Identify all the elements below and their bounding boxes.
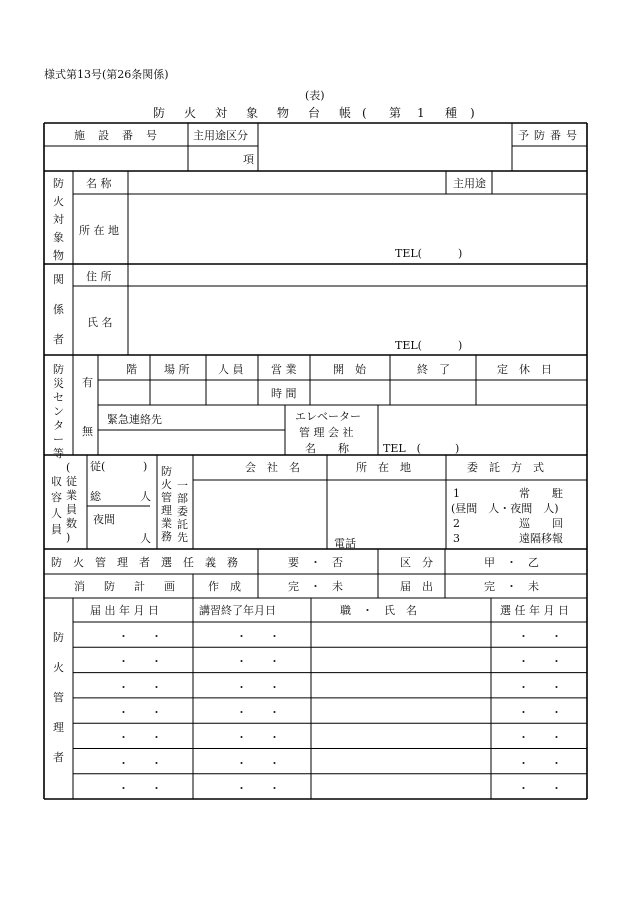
mgmt-side-label: 防 [161, 465, 172, 478]
duty-category-label: 区 分 [400, 556, 433, 569]
business-label: 営 業 [271, 363, 297, 376]
option-2-number: 2 [453, 517, 460, 530]
elevator-tel-label: TEL ( [383, 442, 421, 455]
title-char: 対 [215, 106, 228, 120]
date-dots: ・ ・ [518, 705, 562, 719]
date-dots: ・ ・ [118, 655, 162, 669]
option-1-number: 1 [453, 487, 460, 500]
mgmt-side-label: 火 [161, 478, 172, 491]
use-class-label: 主用途区分 [193, 129, 248, 142]
managers-side-label: 防 [53, 631, 64, 644]
date-dots: ・ ・ [118, 705, 162, 719]
center-staff-label: 人 員 [218, 363, 244, 376]
party-side-label: 係 [53, 303, 64, 316]
party-side-label: 関 [53, 273, 64, 286]
plan-create-label: 作 成 [208, 580, 241, 593]
mgmt-side-label: 託 [177, 518, 188, 531]
duty-required-choice: 要 ・ 否 [288, 556, 343, 569]
delegation-method-header: 委 託 方 式 [467, 461, 544, 474]
party-tel-close: ) [458, 339, 463, 352]
party-name-label: 氏 名 [87, 316, 113, 329]
location-header: 所 在 地 [356, 461, 411, 474]
facility-number-label: 施 [74, 129, 85, 142]
elevator-tel-close: ) [455, 442, 460, 455]
column-header: 選 任 年 月 日 [500, 604, 569, 617]
date-dots: ・ ・ [236, 705, 280, 719]
night-label: 夜間 [93, 513, 115, 526]
date-dots: ・ ・ [518, 630, 562, 643]
managers-side-label: 管 [53, 691, 64, 704]
option-3-label: 遠隔移報 [519, 532, 563, 545]
mgmt-side-label: 委 [177, 505, 188, 518]
date-dots: ・ ・ [236, 781, 280, 795]
plan-notify-status: 完 ・ 未 [484, 580, 539, 593]
managers-side-label: 火 [53, 661, 64, 674]
fire-plan-label: 消 [74, 580, 85, 593]
date-dots: ・ ・ [118, 756, 162, 770]
center-side-label: 災 [53, 377, 64, 390]
date-dots: ・ ・ [118, 630, 162, 643]
title-char: 種 [445, 106, 458, 120]
capacity-side-label: 容 [51, 491, 62, 504]
plan-notify-label: 届 出 [400, 580, 433, 593]
fire-plan-label: 防 [104, 580, 115, 593]
column-header: 届 出 年 月 日 [90, 604, 159, 617]
center-side-label: ン [53, 405, 64, 418]
date-dots: ・ ・ [118, 680, 162, 694]
item-label: 項 [243, 153, 254, 166]
option-1-detail: (昼間 人・夜間 人) [451, 502, 559, 515]
worker-label: 従( [90, 460, 106, 473]
elevator-company-label: エレベーター [295, 410, 361, 423]
date-dots: ・ ・ [518, 655, 562, 669]
prevention-number-label: 番 [550, 129, 561, 142]
form-number: 様式第13号(第26条関係) [44, 68, 169, 81]
date-dots: ・ ・ [236, 756, 280, 770]
center-side-label: セ [53, 391, 64, 404]
object-tel-label: TEL( [395, 247, 422, 260]
object-side-label: 物 [53, 249, 64, 262]
duty-label: 務 [227, 556, 238, 569]
fire-plan-label: 計 [134, 580, 145, 593]
title-char: 火 [184, 106, 197, 120]
object-tel-close: ) [458, 247, 463, 260]
title-char: 物 [277, 106, 290, 120]
holiday-label: 定 休 日 [497, 363, 552, 376]
capacity-side-label: 従 [66, 475, 77, 488]
date-dots: ・ ・ [236, 680, 280, 694]
object-address-label: 所 在 地 [79, 224, 119, 237]
center-place-label: 場 所 [164, 363, 190, 376]
duty-label: 者 [139, 556, 150, 569]
option-3-number: 3 [453, 532, 460, 545]
center-yes-label: 有 [82, 376, 93, 389]
date-dots: ・ ・ [236, 655, 280, 669]
total-label: 総 [90, 490, 101, 503]
center-no-label: 無 [82, 425, 93, 438]
worker-close: ) [143, 460, 148, 473]
company-name-header: 会 社 名 [245, 461, 300, 474]
facility-number-label: 号 [146, 129, 157, 142]
duty-label: 選 [161, 556, 172, 569]
date-dots: ・ ・ [236, 731, 280, 745]
end-label: 終 了 [417, 363, 450, 376]
center-side-label: 等 [53, 447, 64, 460]
title-char: 象 [246, 106, 259, 120]
date-dots: ・ ・ [518, 781, 562, 795]
date-dots: ・ ・ [118, 781, 162, 795]
duty-class-choice: 甲 ・ 乙 [484, 556, 539, 569]
party-side-label: 者 [53, 333, 64, 346]
prevention-number-label: 防 [534, 129, 545, 142]
title-char: ) [470, 106, 475, 120]
mgmt-side-label: 理 [161, 504, 172, 517]
center-side-label: タ [53, 419, 64, 432]
duty-label: 防 [51, 556, 62, 569]
center-side-label: 防 [53, 363, 64, 376]
object-side-label: 防 [53, 177, 64, 190]
facility-number-label: 番 [122, 129, 133, 142]
date-dots: ・ ・ [518, 756, 562, 770]
capacity-side-label: 収 [51, 475, 62, 488]
plan-create-status: 完 ・ 未 [288, 580, 343, 593]
elevator-company-label: 管 理 会 社 [299, 426, 354, 439]
business-time-label: 時 間 [271, 387, 297, 400]
party-tel-label: TEL( [395, 339, 422, 352]
prevention-number-label: 予 [518, 129, 529, 142]
emergency-contact-label: 緊急連絡先 [107, 413, 162, 426]
mgmt-side-label: 部 [177, 492, 188, 505]
center-side-label: ー [53, 433, 64, 446]
center-floor-label: 階 [126, 363, 137, 376]
duty-label: 義 [205, 556, 216, 569]
facility-number-label: 設 [98, 129, 109, 142]
title-char: 1 [417, 106, 425, 120]
prevention-number-label: 号 [566, 129, 577, 142]
date-dots: ・ ・ [518, 680, 562, 694]
column-header: 講習終了年月日 [199, 604, 276, 617]
object-name-label: 名 称 [86, 177, 112, 190]
date-dots: ・ ・ [118, 731, 162, 745]
option-1-label: 常 駐 [519, 487, 563, 500]
managers-side-label: 理 [53, 721, 64, 734]
mgmt-side-label: 一 [177, 479, 188, 492]
capacity-side-label: 人 [51, 507, 62, 520]
object-side-label: 象 [53, 231, 64, 244]
title-char: ( [362, 106, 367, 120]
mgmt-side-label: 務 [161, 530, 172, 543]
phone-label: 電話 [334, 537, 356, 550]
date-dots: ・ ・ [236, 630, 280, 643]
total-unit: 人 [140, 490, 151, 503]
capacity-side-label: 数 [66, 517, 77, 530]
object-side-label: 対 [53, 213, 64, 226]
date-dots: ・ ・ [518, 731, 562, 745]
duty-label: 管 [95, 556, 106, 569]
capacity-side-label: 員 [51, 523, 62, 536]
mgmt-side-label: 先 [177, 531, 188, 544]
start-label: 開 始 [333, 363, 366, 376]
duty-label: 火 [73, 556, 84, 569]
mgmt-side-label: 管 [161, 491, 172, 504]
managers-side-label: 者 [53, 751, 64, 764]
option-2-label: 巡 回 [519, 517, 563, 530]
title-char: 帳 [339, 106, 352, 120]
capacity-side-label: ) [66, 531, 71, 544]
fire-plan-label: 画 [164, 580, 175, 593]
main-use-label: 主用途 [453, 177, 486, 190]
mgmt-side-label: 業 [161, 517, 172, 530]
capacity-side-label: ( [66, 461, 71, 474]
column-header: 職 ・ 氏 名 [340, 604, 417, 617]
night-unit: 人 [140, 532, 151, 545]
party-address-label: 住 所 [86, 270, 112, 283]
capacity-side-label: 員 [66, 503, 77, 516]
duty-label: 理 [117, 556, 128, 569]
front-mark: (表) [305, 89, 325, 102]
title-char: 台 [308, 106, 321, 120]
duty-label: 任 [183, 556, 194, 569]
capacity-side-label: 業 [66, 489, 77, 502]
object-side-label: 火 [53, 195, 64, 208]
elevator-company-label: 名 称 [305, 442, 349, 455]
title-char: 防 [153, 106, 166, 120]
title-char: 第 [389, 106, 402, 120]
